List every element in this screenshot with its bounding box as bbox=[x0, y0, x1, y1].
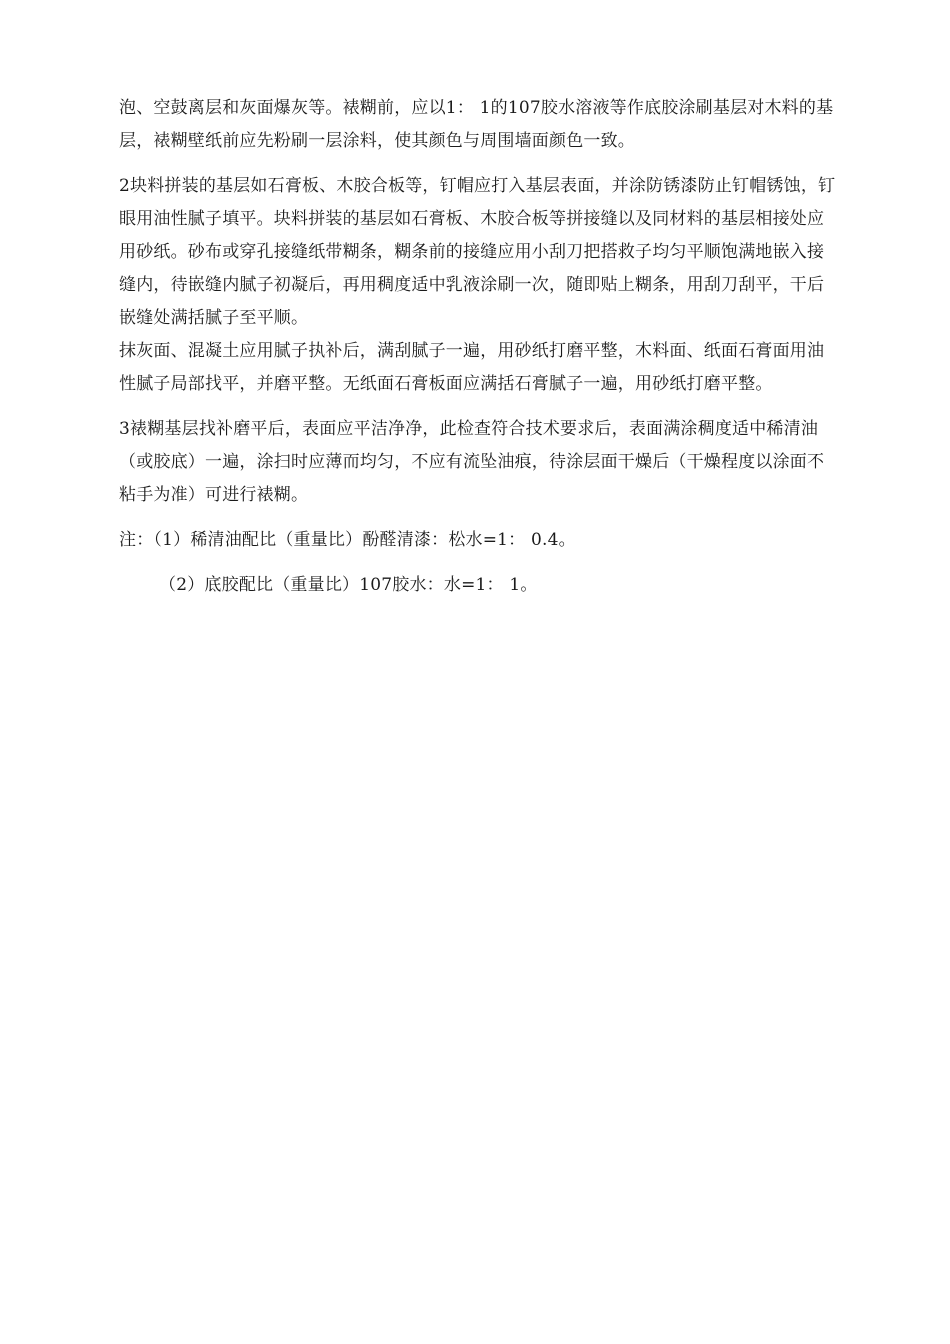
paragraph-panel-base: 2块料拼装的基层如石膏板、木胶合板等，钉帽应打入基层表面，并涂防锈漆防止钉帽锈蚀，钉眼用油性腻子填平。块料拼装的基层如石膏板、木胶合板等拼接缝以及同材料的基层相接处应用砂纸。砂布或穿孔接缝纸带糊条，糊条前的接缝应用小刮刀把搭救子均匀平顺饱满地嵌入接缝内，待嵌缝内腻子初凝后，再用稠度适中乳液涂刷一次，随即贴上糊条，用刮刀刮平，干后嵌缝处满括腻子至平顺。 bbox=[119, 176, 836, 328]
paragraph-putty: 抹灰面、混凝土应用腻子执补后，满刮腻子一遍，用砂纸打磨平整，木料面、纸面石膏面用油性腻子局部找平，并磨平整。无纸面石膏板面应满括石膏腻子一遍，用砂纸打磨平整。 bbox=[119, 341, 825, 394]
note-2: （2）底胶配比（重量比）107胶水：水=1： 1。 bbox=[159, 575, 538, 595]
note-1: 注：（1）稀清油配比（重量比）酚醛清漆：松水=1： 0.4。 bbox=[119, 530, 576, 550]
paragraph-base-prep: 泡、空鼓离层和灰面爆灰等。裱糊前，应以1： 1的107胶水溶液等作底胶涂刷基层对木料的基层，裱糊壁纸前应先粉刷一层涂料，使其颜色与周围墙面颜色一致。 bbox=[119, 98, 834, 151]
document-body bbox=[119, 92, 839, 602]
paragraph-sealing: 3裱糊基层找补磨平后，表面应平洁净净，此检查符合技术要求后，表面满涂稠度适中稀清油（或胶底）一遍，涂扫时应薄而均匀，不应有流坠油痕，待涂层面干燥后（干燥程度以涂面不粘手为准）可进行裱糊。 bbox=[119, 419, 825, 505]
